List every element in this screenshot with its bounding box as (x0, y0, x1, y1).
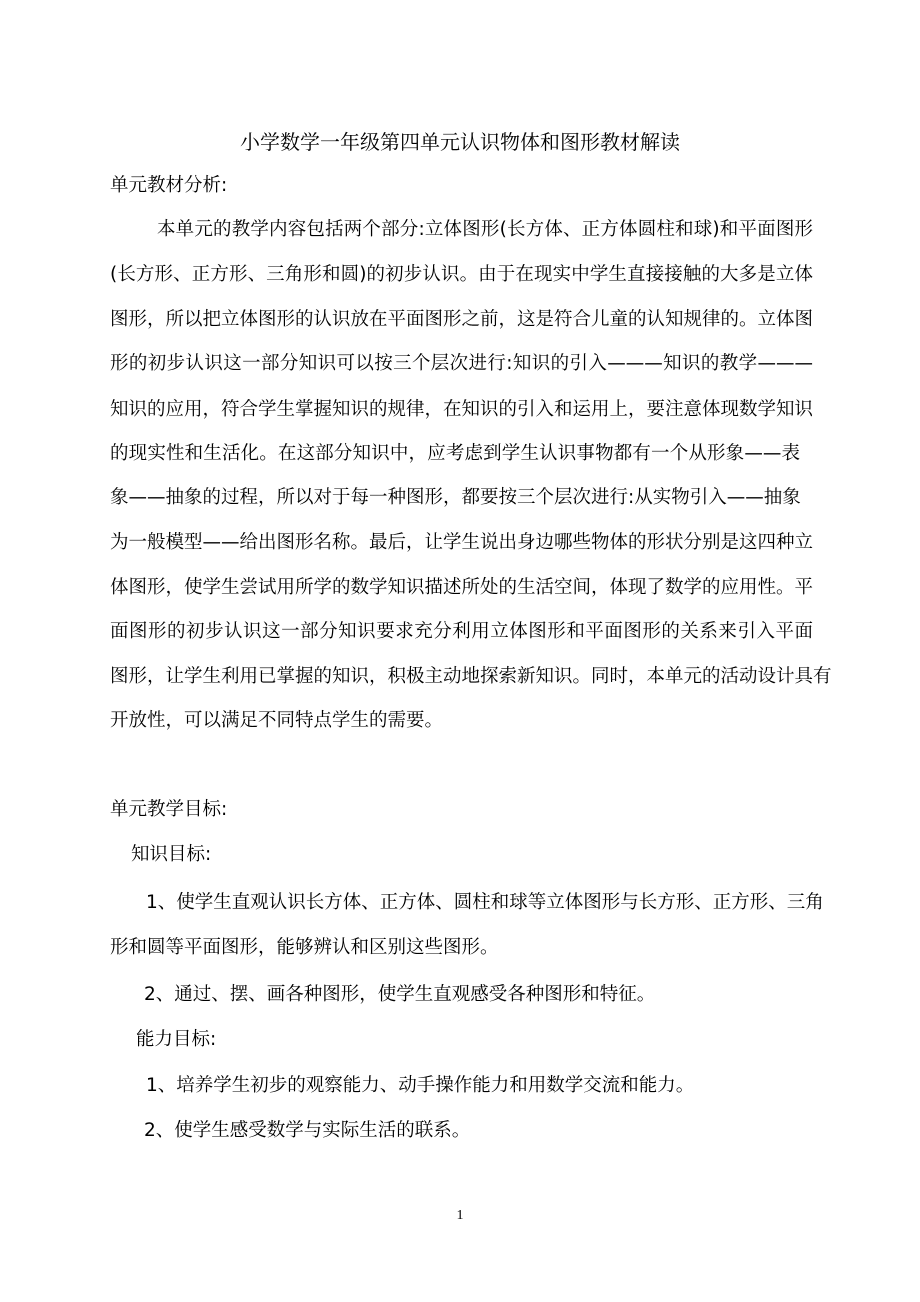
knowledge-goal-line: 1、使学生直观认识长方体、正方体、圆柱和球等立体图形与长方形、正方形、三角 (146, 892, 824, 913)
paragraph-line: 图形，所以把立体图形的认识放在平面图形之前，这是符合儿童的认知规律的。立体图 (110, 309, 814, 330)
paragraph-line: 体图形，使学生尝试用所学的数学知识描述所处的生活空间，体现了数学的应用性。平 (110, 577, 814, 598)
ability-goal-line: 1、培养学生初步的观察能力、动手操作能力和用数学交流和能力。 (146, 1075, 695, 1096)
document-title: 小学数学一年级第四单元认识物体和图形教材解读 (240, 130, 680, 154)
page-number: 1 (456, 1208, 464, 1223)
paragraph-line: 的现实性和生活化。在这部分知识中，应考虑到学生认识事物都有一个从形象——表 (110, 443, 800, 464)
paragraph-line: 形的初步认识这一部分知识可以按三个层次进行:知识的引入———知识的教学——— (110, 353, 813, 374)
paragraph-line: 面图形的初步认识这一部分知识要求充分利用立体图形和平面图形的关系来引入平面 (110, 621, 813, 642)
paragraph-line: 开放性，可以满足不同特点学生的需要。 (110, 710, 444, 731)
paragraph-line: 图形，让学生利用已掌握的知识，积极主动地探索新知识。同时，本单元的活动设计具有 (110, 666, 832, 687)
paragraph-line: 知识的应用，符合学生掌握知识的规律，在知识的引入和运用上，要注意体现数学知识 (110, 399, 814, 420)
knowledge-goals-heading: 知识目标: (131, 844, 212, 865)
ability-goal-line: 2、使学生感受数学与实际生活的联系。 (144, 1120, 471, 1141)
knowledge-goal-line: 2、通过、摆、画各种图形，使学生直观感受各种图形和特征。 (144, 984, 656, 1005)
paragraph-line: 为一般模型——给出图形名称。最后，让学生说出身边哪些物体的形状分别是这四种立 (110, 532, 814, 553)
section-heading-goals: 单元教学目标: (110, 799, 228, 820)
paragraph-line: 本单元的教学内容包括两个部分:立体图形(长方体、正方体圆柱和球)和平面图形 (157, 219, 813, 240)
paragraph-line: 象——抽象的过程，所以对于每一种图形，都要按三个层次进行:从实物引入——抽象 (110, 487, 801, 508)
section-heading-analysis: 单元教材分析: (110, 175, 228, 196)
paragraph-line: (长方形、正方形、三角形和圆)的初步认识。由于在现实中学生直接接触的大多是立体 (110, 264, 813, 285)
ability-goals-heading: 能力目标: (136, 1029, 217, 1050)
knowledge-goal-line: 形和圆等平面图形，能够辨认和区别这些图形。 (110, 937, 499, 958)
